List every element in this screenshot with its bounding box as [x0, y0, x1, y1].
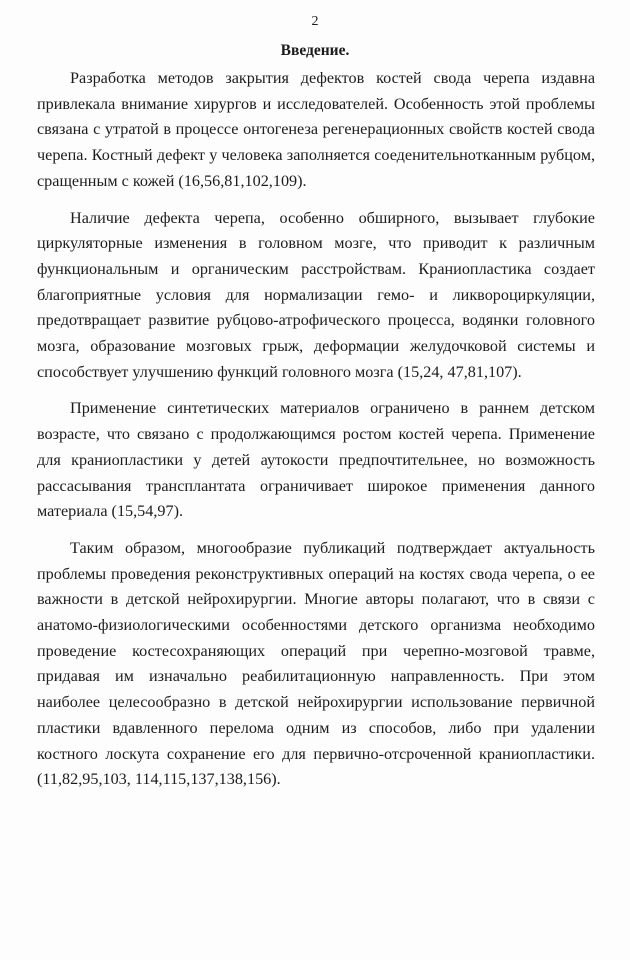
paragraph-2: Наличие дефекта черепа, особенно обширного, вызывает глубокие циркуляторные изменения в головном мозге, что приводит к различным функциональным и органическим расстройствам. Краниопластика создает благоприятные условия для нормализации гемо- и ликвороциркуляции, предотвращает развитие рубцово-атрофического процесса, водянки головного мозга, образование мозговых грыж, деформации желудочковой системы и способствует улучшению функций головного мозга (15,24, 47,81,107).: [37, 208, 595, 381]
paragraph-1: Разработка методов закрытия дефектов костей свода черепа издавна привлекала внимание хирургов и исследователей. Особенность этой проблемы связана с утратой в процессе онтогенеза регенерационных свойств костей свода черепа. Костный дефект у человека заполняется соеденительнотканным рубцом, сращенным с кожей (16,56,81,102,109).: [37, 69, 595, 190]
page-number: 2: [311, 14, 319, 29]
paragraph-3: Применение синтетических материалов ограничено в раннем детском возрасте, что связано с продолжающимся ростом костей черепа. Применение для краниопластики у детей аутокости предпочтительнее, но возможность рассасывания трансплантата ограничивает широкое применения данного материала (15,54,97).: [37, 399, 595, 521]
body-text: [37, 66, 595, 793]
section-heading: Введение.: [280, 42, 350, 59]
paragraph-4: Таким образом, многообразие публикаций подтверждает актуальность проблемы проведения реконструктивных операций на костях свода черепа, о ее важности в детской нейрохирургии. Многие авторы полагают, что в связи с анатомо-физиологическими особенностями детского организма необходимо проведение костесохраняющих операций при черепно-мозговой травме, придавая им изначально реабилитационную направленность. При этом наиболее целесообразно в детской нейрохирургии использование первичной пластики вдавленного перелома одним из способов, либо при удалении костного лоскута сохранение его для первично-отсроченной краниопластики. (11,82,95,103, 114,115,137,138,156).: [37, 538, 595, 789]
